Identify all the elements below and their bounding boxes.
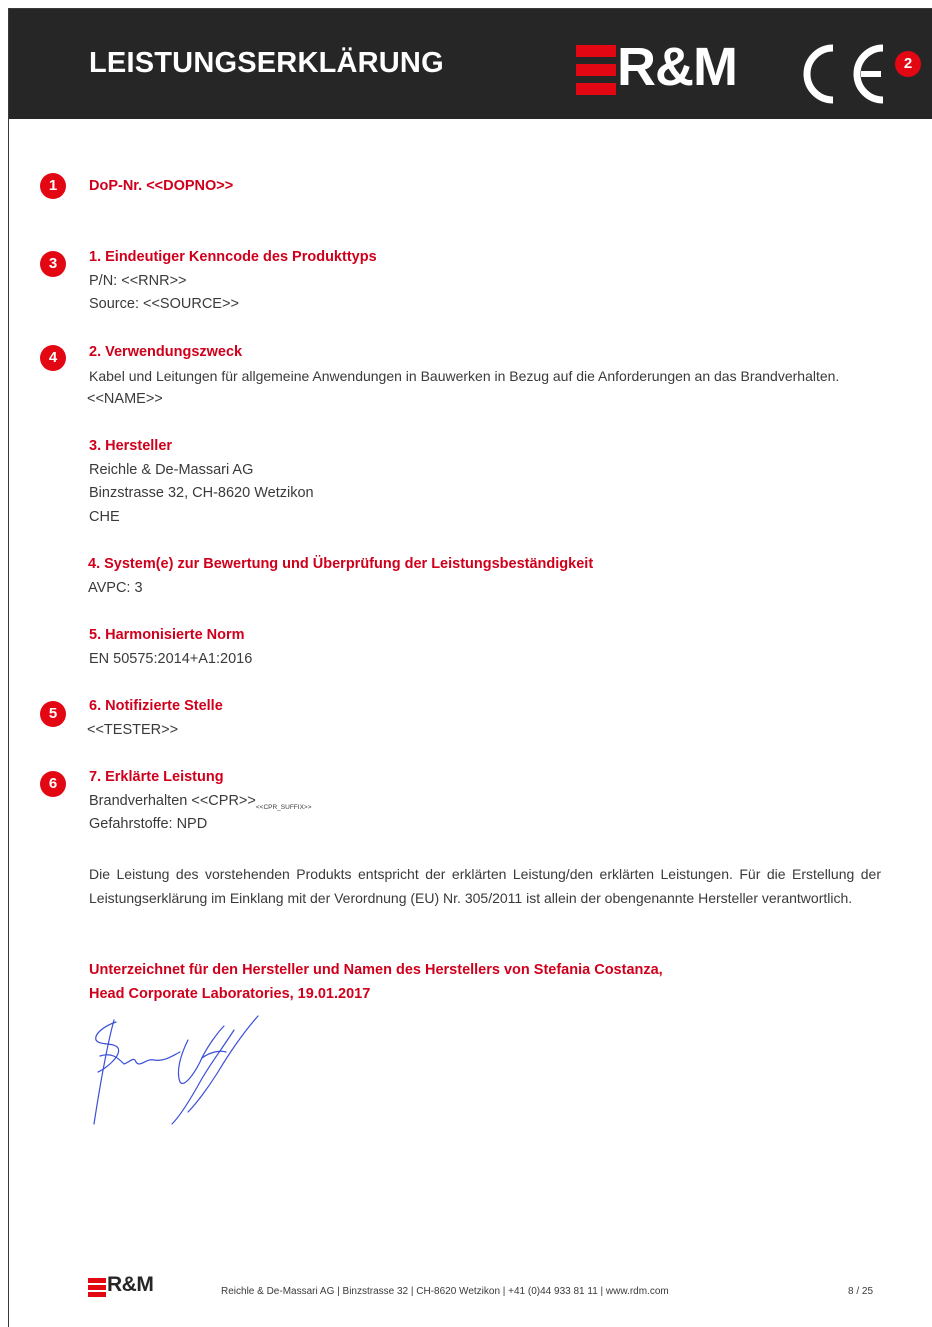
marker-badge-5: 5	[40, 701, 66, 727]
section-5-title: 5. Harmonisierte Norm	[89, 627, 245, 643]
section-3-line-1: Reichle & De-Massari AG	[89, 462, 254, 478]
section-1-line-2: Source: <<SOURCE>>	[89, 296, 239, 312]
signature-caption-line-1: Unterzeichnet für den Hersteller und Namen des Herstellers von Stefania Costanza,	[89, 962, 663, 978]
marker-badge-2: 2	[895, 51, 921, 77]
section-6-title: 6. Notifizierte Stelle	[89, 698, 223, 714]
cpr-suffix: <<CPR_SUFFIX>>	[255, 803, 312, 811]
section-7-title: 7. Erklärte Leistung	[89, 769, 224, 785]
section-3-line-2: Binzstrasse 32, CH-8620 Wetzikon	[89, 485, 314, 501]
marker-badge-1: 1	[40, 173, 66, 199]
rm-logo-bars	[576, 45, 616, 95]
section-7-line-2: Gefahrstoffe: NPD	[89, 816, 208, 832]
footer-address: Reichle & De-Massari AG | Binzstrasse 32 | CH-8620 Wetzikon | +41 (0)44 933 81 11 | www.rdm.com	[221, 1286, 669, 1297]
section-1-title: 1. Eindeutiger Kenncode des Produkttyps	[89, 249, 377, 265]
responsibility-statement: Die Leistung des vorstehenden Produkts entspricht der erklärten Leistung/den erklärten Leistungen. Für die Erstellung der Leistungserklärung im Einklang mit der Verordnung (EU) Nr. 305/2011 ist allein der obengenannte Hersteller verantwortlich.	[89, 866, 881, 906]
section-1-line-1: P/N: <<RNR>>	[89, 273, 187, 289]
rm-logo-text: R&M	[617, 37, 737, 97]
footer-logo-text: R&M	[107, 1273, 154, 1296]
section-7-line-1	[89, 793, 312, 811]
section-3-line-3: CHE	[89, 509, 120, 525]
marker-badge-3: 3	[40, 251, 66, 277]
ce-mark-icon	[795, 43, 889, 105]
marker-badge-4: 4	[40, 345, 66, 371]
footer-logo-bars	[88, 1278, 106, 1299]
marker-badge-6: 6	[40, 771, 66, 797]
page-number: 8 / 25	[848, 1286, 874, 1297]
section-6-line-1: <<TESTER>>	[87, 722, 179, 738]
dop-number: DoP-Nr. <<DOPNO>>	[89, 178, 234, 194]
cpr-text: Brandverhalten <<CPR>>	[89, 793, 256, 809]
section-2-line-2: <<NAME>>	[87, 391, 163, 407]
section-3-title: 3. Hersteller	[89, 438, 173, 454]
page-title: LEISTUNGSERKLÄRUNG	[89, 47, 444, 79]
signature-caption	[89, 958, 663, 1006]
signature-caption-line-2: Head Corporate Laboratories, 19.01.2017	[89, 986, 371, 1002]
section-4-line-1: AVPC: 3	[88, 580, 143, 596]
handwritten-signature	[84, 1012, 274, 1132]
section-2-title: 2. Verwendungszweck	[89, 344, 243, 360]
section-2-line-1: Kabel und Leitungen für allgemeine Anwendungen in Bauwerken in Bezug auf die Anforderungen an das Brandverhalten.	[89, 368, 840, 384]
section-4-title: 4. System(e) zur Bewertung und Überprüfung der Leistungsbeständigkeit	[88, 556, 594, 572]
header-bar	[9, 9, 932, 119]
section-5-line-1: EN 50575:2014+A1:2016	[89, 651, 253, 667]
page-border-left	[8, 8, 9, 1327]
